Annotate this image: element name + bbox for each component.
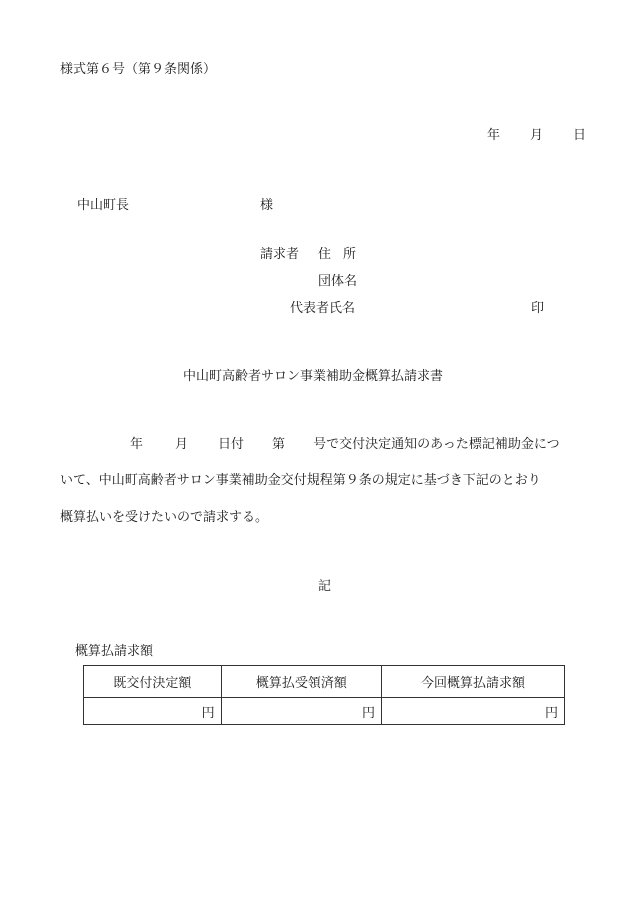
- body-line-1-rest: 号で交付決定通知のあった標記補助金につ: [313, 437, 560, 452]
- requester-representative-label: 代表者氏名: [290, 301, 356, 316]
- date-month: 月: [530, 128, 544, 143]
- document-title: 中山町高齢者サロン事業補助金概算払請求書: [183, 369, 444, 384]
- date-year: 年: [487, 128, 501, 143]
- body-line-2: いて、中山町高齢者サロン事業補助金交付規程第９条の規定に基づき下記のとおり: [60, 473, 541, 488]
- value-granted-amount[interactable]: 円: [84, 698, 222, 725]
- value-received-amount[interactable]: 円: [221, 698, 381, 725]
- body-number-prefix: 第: [272, 437, 286, 452]
- ki-heading: 記: [318, 579, 332, 594]
- header-requested-amount: 今回概算払請求額: [382, 666, 565, 698]
- amount-table: [83, 665, 565, 725]
- form-number: 様式第６号（第９条関係）: [60, 62, 217, 77]
- requester-group-label: 団体名: [318, 274, 358, 289]
- date-line: [487, 129, 586, 142]
- date-day: 日: [573, 128, 587, 143]
- amount-table-header-row: [84, 666, 565, 698]
- amount-table-value-row: [84, 698, 565, 725]
- requester-label: 請求者: [260, 247, 300, 262]
- header-granted-amount: 既交付決定額: [84, 666, 222, 698]
- requester-address-label: 住所: [318, 247, 369, 262]
- body-line-3: 概算払いを受けたいので請求する。: [60, 510, 269, 525]
- value-requested-amount[interactable]: 円: [382, 698, 565, 725]
- seal-mark: 印: [531, 301, 545, 316]
- addressee-name: 中山町長: [77, 198, 130, 213]
- body-month: 月: [175, 437, 189, 452]
- body-line-1: [130, 438, 560, 451]
- header-received-amount: 概算払受領済額: [221, 666, 381, 698]
- body-year: 年: [130, 437, 144, 452]
- amount-section-label: 概算払請求額: [75, 644, 154, 659]
- body-day: 日付: [218, 437, 245, 452]
- addressee-honorific: 様: [260, 198, 274, 213]
